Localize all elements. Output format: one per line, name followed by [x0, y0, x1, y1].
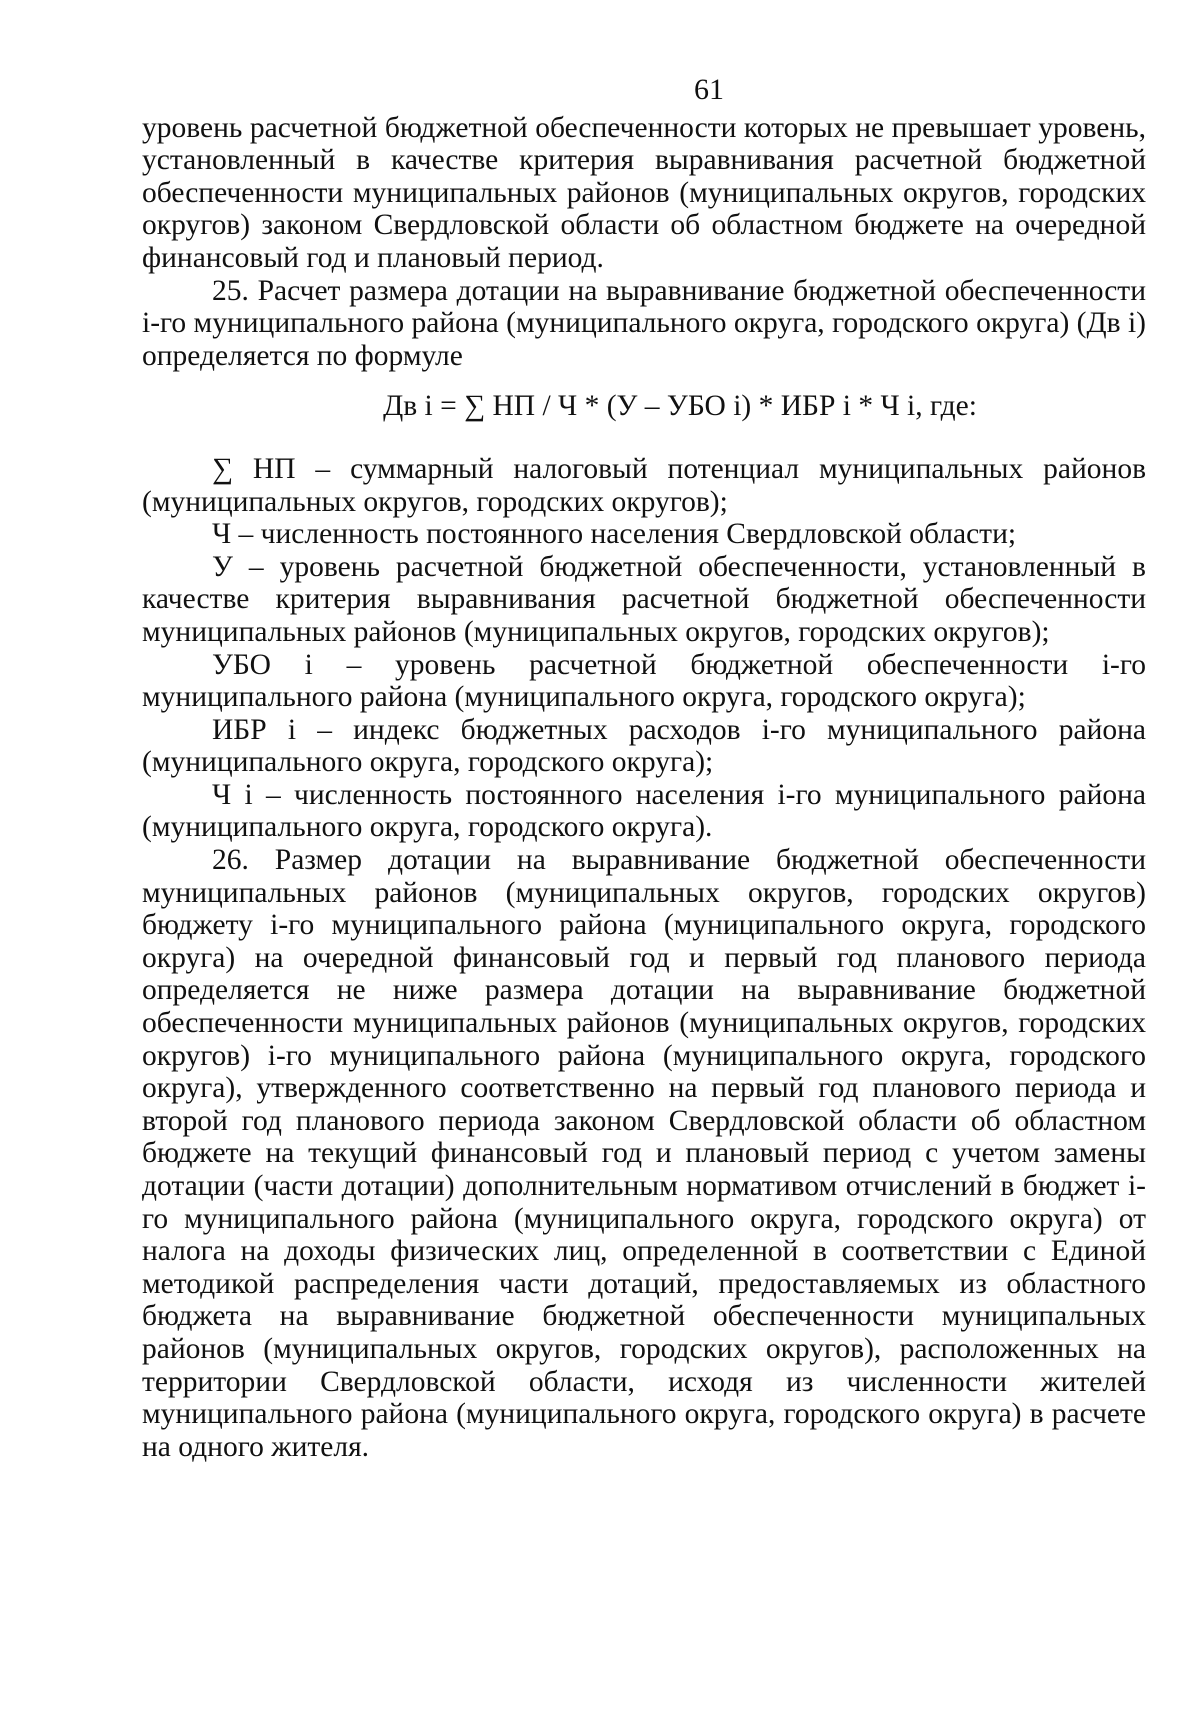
definition-u: У – уровень расчетной бюджетной обеспеченности, установленный в качестве критерия выравнивания расчетной бюджетной обеспеченности муниципальных районов (муниципальных округов, городских округов); — [142, 550, 1146, 648]
paragraph-continuation: уровень расчетной бюджетной обеспеченности которых не превышает уровень, установленный в качестве критерия выравнивания расчетной бюджетной обеспеченности муниципальных районов (муниципальных округов, городских округов) законом Свердловской области об областном бюджете на очередной финансовый год и плановый период. — [142, 111, 1146, 274]
document-page — [142, 74, 1146, 1463]
definition-ibr: ИБР i – индекс бюджетных расходов i-го муниципального района (муниципального округа, городского округа); — [142, 713, 1146, 779]
definition-ch-i: Ч i – численность постоянного населения i-го муниципального района (муниципального округа, городского округа). — [142, 778, 1146, 844]
formula: Дв i = ∑ НП / Ч * (У – УБО i) * ИБР i * Ч i, где: — [383, 390, 977, 423]
definition-ch: Ч – численность постоянного населения Свердловской области; — [212, 518, 1017, 551]
paragraph-25: 25. Расчет размера дотации на выравнивание бюджетной обеспеченности i-го муниципального района (муниципального округа, городского округа) (Дв i) определяется по формуле — [142, 274, 1146, 372]
definition-ubo: УБО i – уровень расчетной бюджетной обеспеченности i-го муниципального района (муниципального округа, городского округа); — [142, 648, 1146, 714]
definition-sum-np: ∑ НП – суммарный налоговый потенциал муниципальных районов (муниципальных округов, городских округов); — [142, 452, 1146, 518]
paragraph-26: 26. Размер дотации на выравнивание бюджетной обеспеченности муниципальных районов (муниципальных округов, городских округов) бюджету i-го муниципального района (муниципального округа, городского округа) на очередной финансовый год и первый год планового периода определяется не ниже размера дотации на выравнивание бюджетной обеспеченности муниципальных районов (муниципальных округов, городских округов) i-го муниципального района (муниципального округа, городского округа), утвержденного соответственно на первый год планового периода и второй год планового периода законом Свердловской области об областном бюджете на текущий финансовый год и плановый период с учетом замены дотации (части дотации) дополнительным нормативом отчислений в бюджет i-го муниципального района (муниципального округа, городского округа) от налога на доходы физических лиц, определенной в соответствии с Единой методикой распределения части дотаций, предоставляемых из областного бюджета на выравнивание бюджетной обеспеченности муниципальных районов (муниципальных округов, городских округов), расположенных на территории Свердловской области, исходя из численности жителей муниципального района (муниципального округа, городского округа) в расчете на одного жителя. — [142, 844, 1146, 1463]
page-number: 61 — [694, 73, 724, 106]
